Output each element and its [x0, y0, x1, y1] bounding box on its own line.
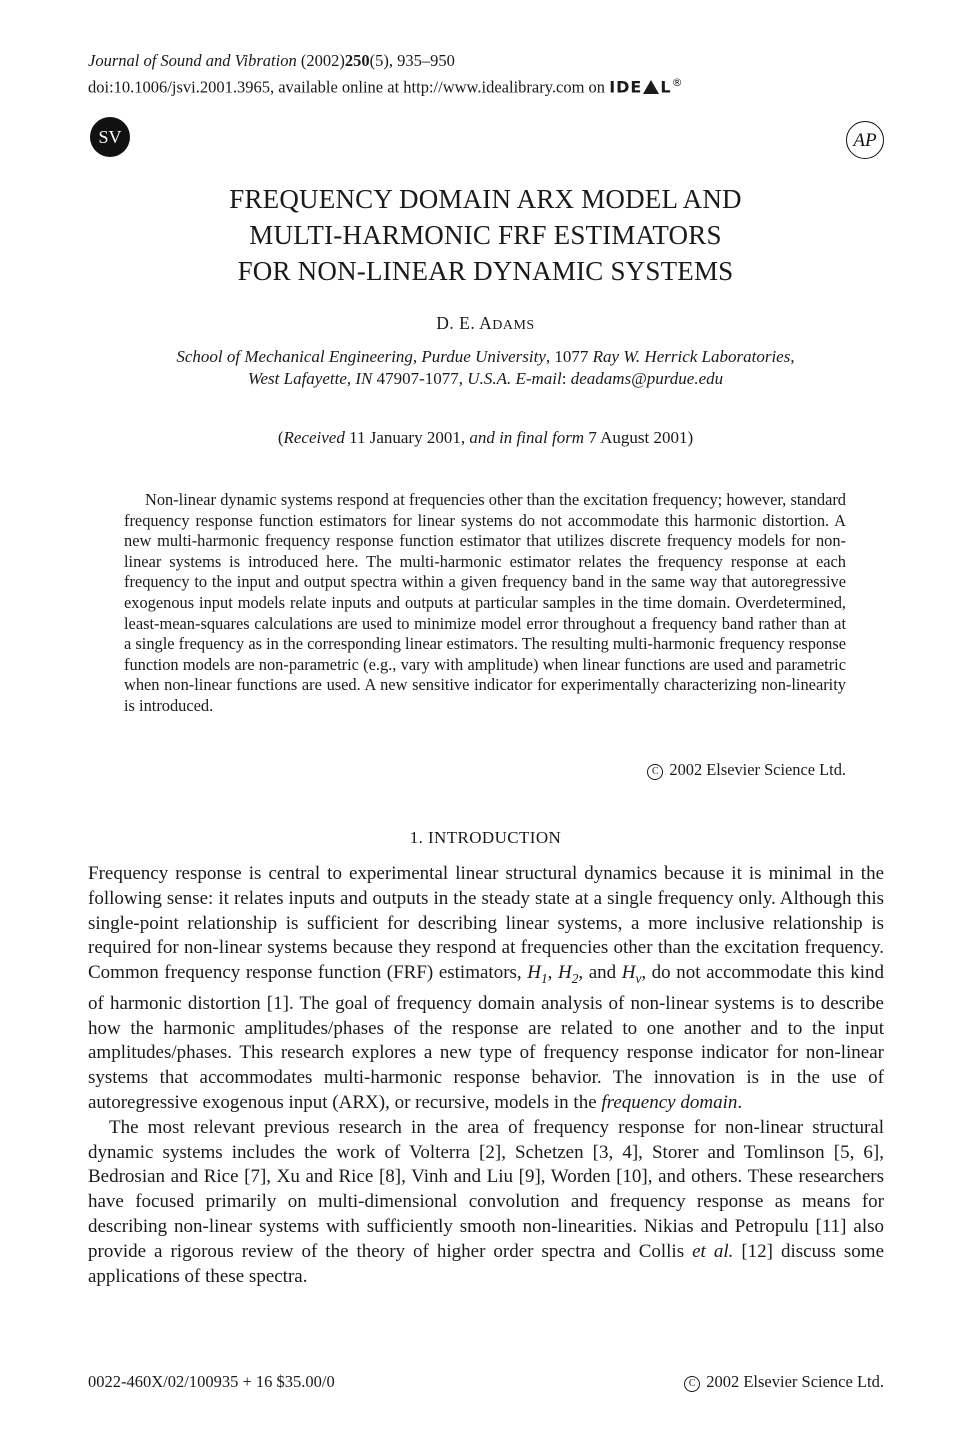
h-subscript-2: 2 [571, 970, 579, 986]
author-initials: D. E. A [436, 313, 493, 333]
sv-publisher-logo: SV [90, 117, 130, 157]
affiliation-line-2 [0, 368, 971, 390]
journal-issue-pages: (5), 935–950 [369, 51, 455, 70]
footer-copyright [684, 1372, 884, 1392]
title-line-2: MULTI-HARMONIC FRF ESTIMATORS [249, 220, 722, 250]
abstract-copyright [647, 760, 846, 780]
title-line-1: FREQUENCY DOMAIN ARX MODEL AND [229, 184, 742, 214]
body-paragraph-1 [88, 862, 884, 1116]
sep-2: , and [578, 962, 622, 984]
affiliation-school: School of Mechanical Engineering, Purdue University [176, 347, 546, 366]
section-heading: 1. INTRODUCTION [409, 828, 562, 847]
journal-volume: 250 [344, 51, 370, 70]
ideal-logo-left: IDE [609, 77, 643, 97]
p2-text-b: [12] discuss some applications of these spectra. [88, 1240, 885, 1287]
affiliation-lab: Ray W. Herrick Laboratories [592, 347, 791, 366]
h1-symbol [527, 962, 548, 986]
affiliation-city: West Lafayette [247, 369, 347, 388]
h-letter: H [621, 962, 636, 984]
received-open: ( [277, 428, 284, 447]
ideal-triangle-icon [643, 80, 659, 94]
h-subscript-v: v [635, 970, 642, 986]
footer-copyright-text: 2002 Elsevier Science Ltd. [706, 1372, 884, 1391]
doi-line [88, 72, 684, 98]
p1-text-b: , do not accommodate this kind of harmonic distortion [1]. The goal of frequency domain analysis of non-linear systems is to describe how the harmonic amplitudes/phases of the response are related to one another and to the input amplitudes/phases. This research explores a new type of frequency response indicator for non-linear systems that accommodates multi-harmonic response behavior. The innovation is in the use of autoregressive exogenous input (ARX), or recursive, models in the [88, 962, 885, 1113]
p2-emphasis: et al. [692, 1240, 734, 1262]
copyright-icon: C [684, 1376, 700, 1392]
final-form-date: 7 August 2001) [584, 428, 694, 447]
received-dates [0, 428, 971, 448]
abstract-text: Non-linear dynamic systems respond at frequencies other than the excitation frequency; however, standard frequency response function estimators for linear systems do not accommodate this harmonic distortion. A new multi-harmonic frequency response function estimator that utilizes discrete frequency models for non-linear systems is introduced here. The multi-harmonic estimator relates the frequency response at each frequency to the input and output spectra within a given frequency band in the same way that autoregressive exogenous input models relate inputs and outputs at particular samples in the time domain. Overdetermined, least-mean-squares calculations are used to minimize model error throughout a frequency band rather than at a single frequency as in the corresponding linear estimators. The resulting multi-harmonic frequency response function models are non-parametric (e.g., vary with amplitude) when linear functions are used and parametric when non-linear functions are used. A new sensitive indicator for experimentally characterizing non-linearity is introduced. [124, 490, 846, 715]
affiliation-comma: , [790, 347, 795, 366]
journal-citation [88, 50, 684, 72]
ideal-logo-right: L [660, 77, 672, 97]
received-date: 11 January 2001, [344, 428, 470, 447]
p1-emphasis: frequency domain [601, 1091, 738, 1113]
affiliation-line-1 [0, 346, 971, 368]
affiliation-address-number: , 1077 [545, 347, 593, 366]
p2-text-a: The most relevant previous research in the area of frequency response for non-linear structural dynamic systems includes the work of Volterra [2], Schetzen [3, 4], Storer and Tomlinson [5, 6], Bedrosian and Rice [7], Xu and Rice [8], Vinh and Liu [9], Worden [10], and others. These researchers have focused primarily on multi-dimensional convolution and frequency response as means for describing non-linear systems with sufficiently smooth non-linearities. Nikias and Petropulu [11] also provide a rigorous review of the theory of higher order spectra and Collis [88, 1116, 884, 1262]
title-line-3: FOR NON-LINEAR DYNAMIC SYSTEMS [237, 256, 734, 286]
sep-1: , [547, 962, 558, 984]
copyright-icon: C [647, 764, 663, 780]
affiliation [0, 346, 971, 390]
body-paragraph-2 [88, 1116, 884, 1290]
h-subscript-1: 1 [541, 970, 548, 986]
ap-publisher-logo: AP [846, 121, 884, 159]
journal-year: (2002) [300, 51, 345, 70]
affiliation-zip: 47907-1077, [372, 369, 468, 388]
registered-mark: ® [671, 76, 684, 89]
hv-symbol [621, 962, 642, 986]
journal-header [88, 50, 684, 98]
received-label: Received [283, 428, 345, 447]
abstract [124, 490, 846, 717]
abstract-copyright-text: 2002 Elsevier Science Ltd. [669, 760, 846, 779]
author-surname-rest: DAMS [492, 318, 535, 333]
affiliation-colon: : [561, 369, 571, 388]
journal-name: Journal of Sound and Vibration [88, 51, 297, 70]
final-form-label: and in final form [469, 428, 585, 447]
affiliation-email: deadams@purdue.edu [570, 369, 724, 388]
h-letter: H [527, 962, 541, 984]
p1-end: . [737, 1091, 743, 1113]
body-text [88, 862, 884, 1289]
doi-text: doi:10.1006/jsvi.2001.3965, available online at http://www.idealibrary.com on [88, 77, 606, 97]
h-letter: H [557, 962, 572, 984]
ideal-logo [609, 72, 683, 98]
paper-title [0, 181, 971, 289]
footer-issn: 0022-460X/02/100935 + 16 $35.00/0 [88, 1372, 335, 1391]
affiliation-country: U.S.A. E-mail [467, 369, 562, 388]
author-name [0, 313, 971, 334]
h2-symbol [557, 962, 579, 986]
affiliation-state: , IN [346, 369, 373, 388]
p1-text-a: Frequency response is central to experimental linear structural dynamics because it is minimal in the following sense: it relates inputs and outputs in the steady state at a single frequency only. Although this single-point relationship is sufficient for describing linear systems, a more inclusive relationship is required for non-linear systems because they respond at frequencies other than the excitation frequency. Common frequency response function (FRF) estimators, [88, 863, 884, 984]
